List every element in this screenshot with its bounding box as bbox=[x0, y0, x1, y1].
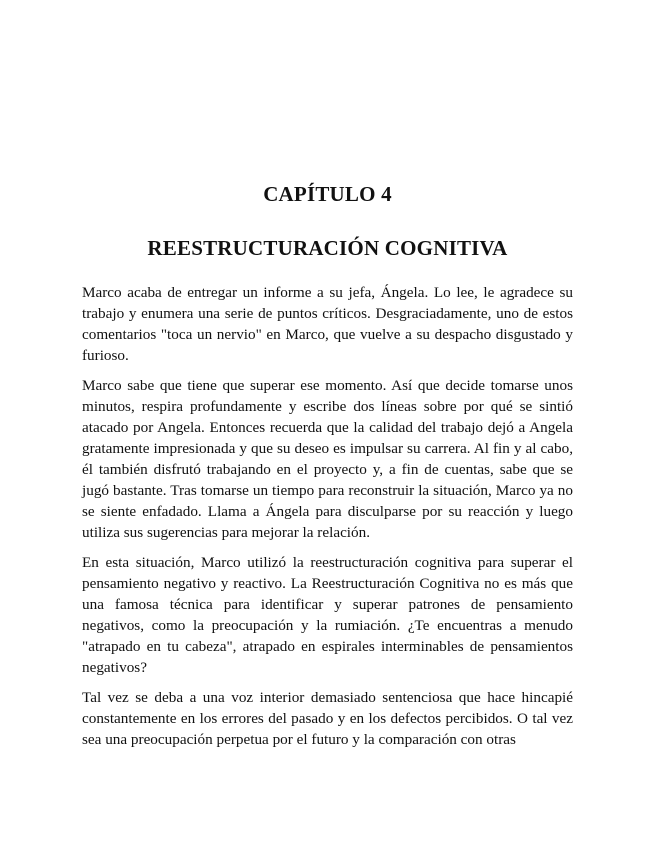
paragraph: Tal vez se deba a una voz interior demasiado sentenciosa que hace hincapié constantemente en los errores del pasado y en los defectos percibidos. O tal vez sea una preocupación perpetua por el futuro y la comparación con otras bbox=[82, 689, 573, 748]
paragraph: En esta situación, Marco utilizó la reestructuración cognitiva para superar el pensamiento negativo y reactivo. La Reestructuración Cognitiva no es más que una famosa técnica para identificar y superar patrones de pensamiento negativos, como la preocupación y la rumiación. ¿Te encuentras a menudo "atrapado en tu cabeza", atrapado en espirales interminables de pensamientos negativos? bbox=[82, 554, 573, 676]
chapter-title: REESTRUCTURACIÓN COGNITIVA bbox=[147, 236, 508, 260]
chapter-number: CAPÍTULO 4 bbox=[263, 182, 392, 206]
paragraph: Marco acaba de entregar un informe a su jefa, Ángela. Lo lee, le agradece su trabajo y enumera una serie de puntos críticos. Desgraciadamente, uno de estos comentarios "toca un nervio" en Marco, que vuelve a su despacho disgustado y furioso. bbox=[82, 284, 573, 364]
body-text bbox=[82, 282, 573, 759]
paragraph: Marco sabe que tiene que superar ese momento. Así que decide tomarse unos minutos, respira profundamente y escribe dos líneas sobre por qué se sintió atacado por Angela. Entonces recuerda que la calidad del trabajo dejó a Angela gratamente impresionada y que su deseo es impulsar su carrera. Al fin y al cabo, él también disfrutó trabajando en el proyecto y, a fin de cuentas, sabe que se jugó bastante. Tras tomarse un tiempo para reconstruir la situación, Marco ya no se siente enfadado. Llama a Ángela para disculparse por su reacción y luego utiliza sus sugerencias para mejorar la relación. bbox=[82, 377, 573, 541]
